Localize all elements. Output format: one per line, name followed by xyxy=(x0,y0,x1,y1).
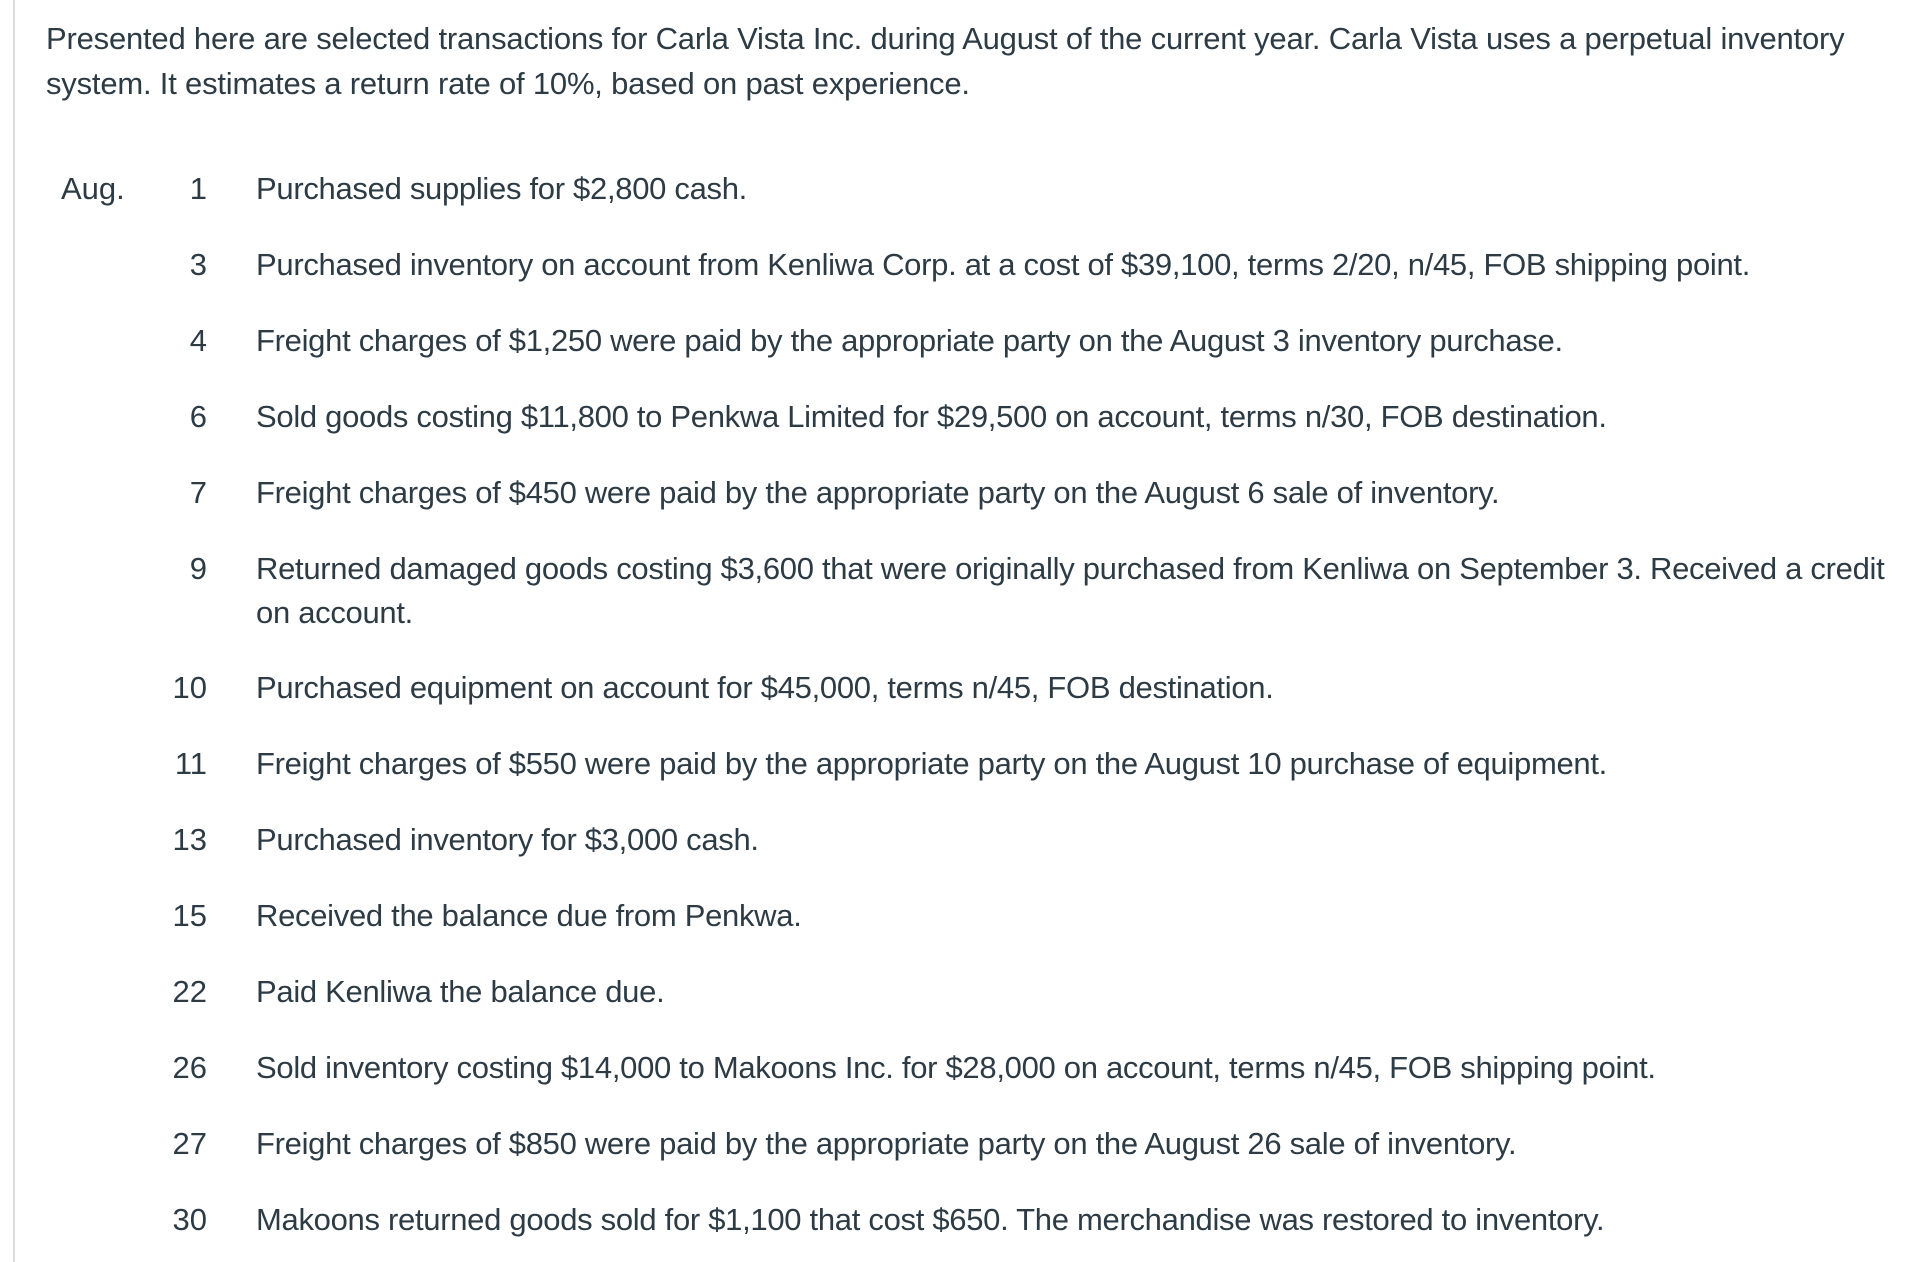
transaction-day: 26 xyxy=(172,1050,207,1085)
transaction-description: Purchased inventory on account from Kenliwa Corp. at a cost of $39,100, terms 2/20, n/45, FOB shipping point. xyxy=(256,247,1751,282)
transaction-day: 1 xyxy=(189,171,207,206)
transaction-description: Purchased inventory for $3,000 cash. xyxy=(256,822,759,857)
transaction-description: Freight charges of $1,250 were paid by the appropriate party on the August 3 inventory purchase. xyxy=(256,323,1563,358)
problem-panel xyxy=(13,0,1930,1262)
transaction-day: 3 xyxy=(189,247,207,282)
transaction-day: 4 xyxy=(189,323,207,358)
transaction-list xyxy=(15,0,1930,1262)
transaction-description: Sold inventory costing $14,000 to Makoons Inc. for $28,000 on account, terms n/45, FOB shipping point. xyxy=(256,1050,1656,1085)
transaction-day: 11 xyxy=(174,746,207,781)
problem-intro: Presented here are selected transactions for Carla Vista Inc. during August of the current year. Carla Vista uses a perpetual inventory system. It estimates a return rate of 10%, based on past experience. xyxy=(46,21,1845,101)
transaction-description: Returned damaged goods costing $3,600 that were originally purchased from Kenliwa on September 3. Received a credit on account. xyxy=(256,551,1885,630)
transaction-day: 27 xyxy=(172,1126,207,1161)
transaction-description: Freight charges of $550 were paid by the appropriate party on the August 10 purchase of equipment. xyxy=(256,746,1607,781)
transaction-day: 13 xyxy=(172,822,207,857)
transaction-day: 22 xyxy=(172,974,207,1009)
transaction-day: 30 xyxy=(172,1202,207,1237)
transaction-description: Paid Kenliwa the balance due. xyxy=(256,974,665,1009)
transaction-description: Purchased supplies for $2,800 cash. xyxy=(256,171,747,206)
transaction-day: 6 xyxy=(189,399,207,434)
transaction-description: Makoons returned goods sold for $1,100 that cost $650. The merchandise was restored to inventory. xyxy=(256,1202,1605,1237)
transaction-day: 7 xyxy=(189,475,207,510)
transaction-description: Freight charges of $450 were paid by the appropriate party on the August 6 sale of inventory. xyxy=(256,475,1500,510)
transaction-day: 15 xyxy=(172,898,207,933)
transaction-day: 10 xyxy=(172,670,207,705)
transaction-description: Sold goods costing $11,800 to Penkwa Limited for $29,500 on account, terms n/30, FOB destination. xyxy=(256,399,1607,434)
transaction-day: 9 xyxy=(189,551,207,586)
transaction-description: Received the balance due from Penkwa. xyxy=(256,898,802,933)
transaction-description: Freight charges of $850 were paid by the appropriate party on the August 26 sale of inventory. xyxy=(256,1126,1517,1161)
transaction-description: Purchased equipment on account for $45,000, terms n/45, FOB destination. xyxy=(256,670,1274,705)
month-label: Aug. xyxy=(61,171,125,206)
